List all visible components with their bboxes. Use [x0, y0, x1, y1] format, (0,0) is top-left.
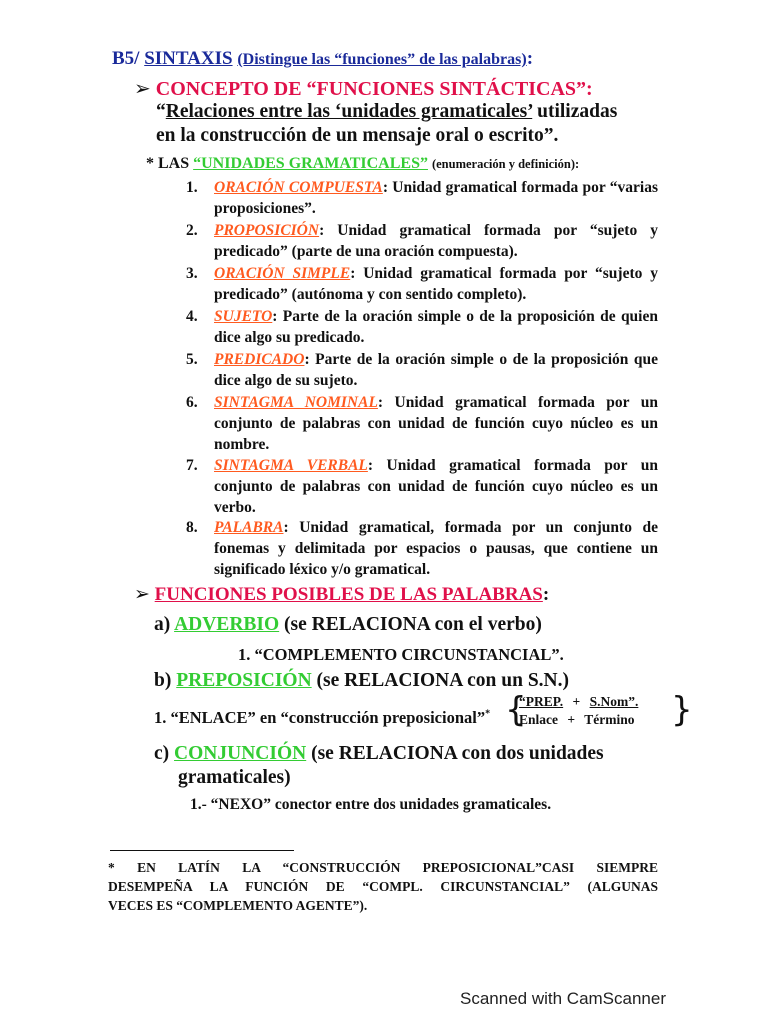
function-letter: a) [154, 614, 171, 635]
item-number: 4. [186, 308, 198, 325]
function-relation: (se RELACIONA con un S.N.) [311, 670, 569, 691]
arrow-icon: ➢ [134, 583, 150, 605]
open-quote: “ [156, 101, 166, 122]
function-preposicion-sub [154, 708, 490, 728]
list-item [186, 455, 658, 518]
units-heading: “UNIDADES GRAMATICALES” [193, 155, 428, 172]
header-title: SINTAXIS [144, 48, 233, 69]
item-number: 5. [186, 351, 198, 368]
list-item [186, 263, 658, 305]
function-relation: (se RELACIONA con dos unidades [306, 743, 604, 764]
list-item [186, 517, 658, 580]
formula-plus: + [567, 712, 576, 727]
camscanner-watermark: Scanned with CamScanner [460, 989, 667, 1008]
functions-heading-row [134, 583, 549, 606]
item-number: 3. [186, 265, 198, 282]
list-item [186, 392, 658, 455]
item-definition: : Unidad gramatical formada por “varias proposiciones”. [214, 179, 659, 217]
list-item [186, 220, 658, 262]
item-number: 6. [186, 394, 198, 411]
function-letter: b) [154, 670, 172, 691]
function-adverbio-sub: 1. “COMPLEMENTO CIRCUNSTANCIAL”. [238, 645, 564, 664]
item-number: 8. [186, 519, 198, 536]
footnote-mark: * [485, 708, 491, 720]
item-definition: : Parte de la oración simple o de la proposición de quien dice algo su predicado. [214, 308, 658, 346]
concept-definition-rest: utilizadas [532, 101, 618, 122]
header-subtitle: (Distingue las “funciones” de las palabras) [237, 51, 527, 68]
function-conjuncion [154, 742, 604, 790]
item-definition: : Parte de la oración simple o de la proposición que dice algo de su sujeto. [214, 351, 658, 389]
footnote-divider [110, 850, 294, 851]
footnote-line1 [108, 858, 658, 877]
formula-top [519, 694, 638, 710]
function-adverbio [154, 614, 542, 636]
concept-definition [156, 100, 617, 148]
functions-heading: FUNCIONES POSIBLES DE LAS PALABRAS [154, 584, 543, 605]
item-term: SUJETO [214, 308, 273, 325]
concept-heading-row [134, 76, 593, 101]
page-header [112, 48, 533, 70]
function-relation: (se RELACIONA con el verbo) [279, 614, 542, 635]
function-word: PREPOSICIÓN [176, 670, 312, 691]
formula-termino: Término [584, 712, 635, 727]
footnote-text1: EN LATÍN LA “CONSTRUCCIÓN PREPOSICIONAL”CASI SIEMPRE [137, 860, 658, 875]
item-term: ORACIÓN SIMPLE [214, 265, 351, 282]
left-brace-icon: { [505, 690, 527, 730]
formula [505, 690, 693, 736]
concept-definition-underlined: Relaciones entre las ‘unidades gramaticales’ [165, 101, 533, 122]
function-word: ADVERBIO [174, 614, 280, 635]
formula-prep: “PREP. [519, 694, 564, 709]
list-item [186, 349, 658, 391]
item-number: 1. [186, 179, 198, 196]
right-brace-icon: } [671, 690, 693, 730]
header-prefix: B5/ [112, 48, 140, 69]
item-term: SINTAGMA NOMINAL [214, 394, 378, 411]
list-item [186, 306, 658, 348]
item-definition: : Unidad gramatical formada por “sujeto y predicado” (parte de una oración compuesta). [214, 222, 658, 260]
units-star: * LAS [146, 155, 194, 172]
formula-snom: S.Nom”. [589, 694, 639, 709]
units-heading-row [146, 155, 579, 173]
item-number: 7. [186, 457, 198, 474]
item-definition: : Unidad gramatical formada por un conjunto de palabras con unidad de función cuyo núcleo es un verbo. [214, 457, 658, 516]
enlace-text: 1. “ENLACE” en “construcción preposicional” [154, 708, 486, 727]
item-definition: : Unidad gramatical formada por “sujeto y predicado” (autónoma y con sentido completo). [214, 265, 658, 303]
header-colon: : [526, 48, 534, 69]
item-term: PROPOSICIÓN [214, 222, 320, 239]
concept-definition-line1 [156, 100, 617, 124]
function-word: CONJUNCIÓN [174, 743, 307, 764]
item-term: PREDICADO [214, 351, 305, 368]
functions-colon: : [542, 584, 550, 605]
function-relation-cont: gramaticales) [178, 767, 291, 788]
units-note: (enumeración y definición): [431, 157, 580, 171]
footnote [108, 858, 658, 915]
footnote-mark: * [108, 860, 115, 875]
concept-definition-line2: en la construcción de un mensaje oral o escrito”. [156, 125, 559, 146]
item-definition: : Unidad gramatical formada por un conjunto de palabras con unidad de función cuyo núcleo es un nombre. [214, 394, 658, 453]
footnote-line3: VECES ES “COMPLEMENTO AGENTE”). [108, 898, 368, 913]
item-number: 2. [186, 222, 198, 239]
function-letter: c) [154, 743, 170, 764]
formula-bottom [519, 712, 634, 728]
formula-plus: + [572, 694, 581, 709]
arrow-icon: ➢ [134, 76, 151, 100]
formula-enlace: Enlace [519, 712, 558, 727]
item-term: PALABRA [214, 519, 284, 536]
function-conjuncion-sub: 1.- “NEXO” conector entre dos unidades gramaticales. [190, 796, 552, 813]
concept-heading: CONCEPTO DE “FUNCIONES SINTÁCTICAS”: [155, 78, 593, 100]
item-term: SINTAGMA VERBAL [214, 457, 368, 474]
list-item [186, 177, 658, 219]
item-term: ORACIÓN COMPUESTA [214, 179, 383, 196]
footnote-line2: DESEMPEÑA LA FUNCIÓN DE “COMPL. CIRCUNSTANCIAL” (ALGUNAS [108, 879, 658, 894]
function-preposicion [154, 670, 569, 692]
item-definition: : Unidad gramatical, formada por un conjunto de fonemas y delimitada por espacios o pausas, que contiene un significado léxico y/o gramatical. [214, 519, 658, 578]
